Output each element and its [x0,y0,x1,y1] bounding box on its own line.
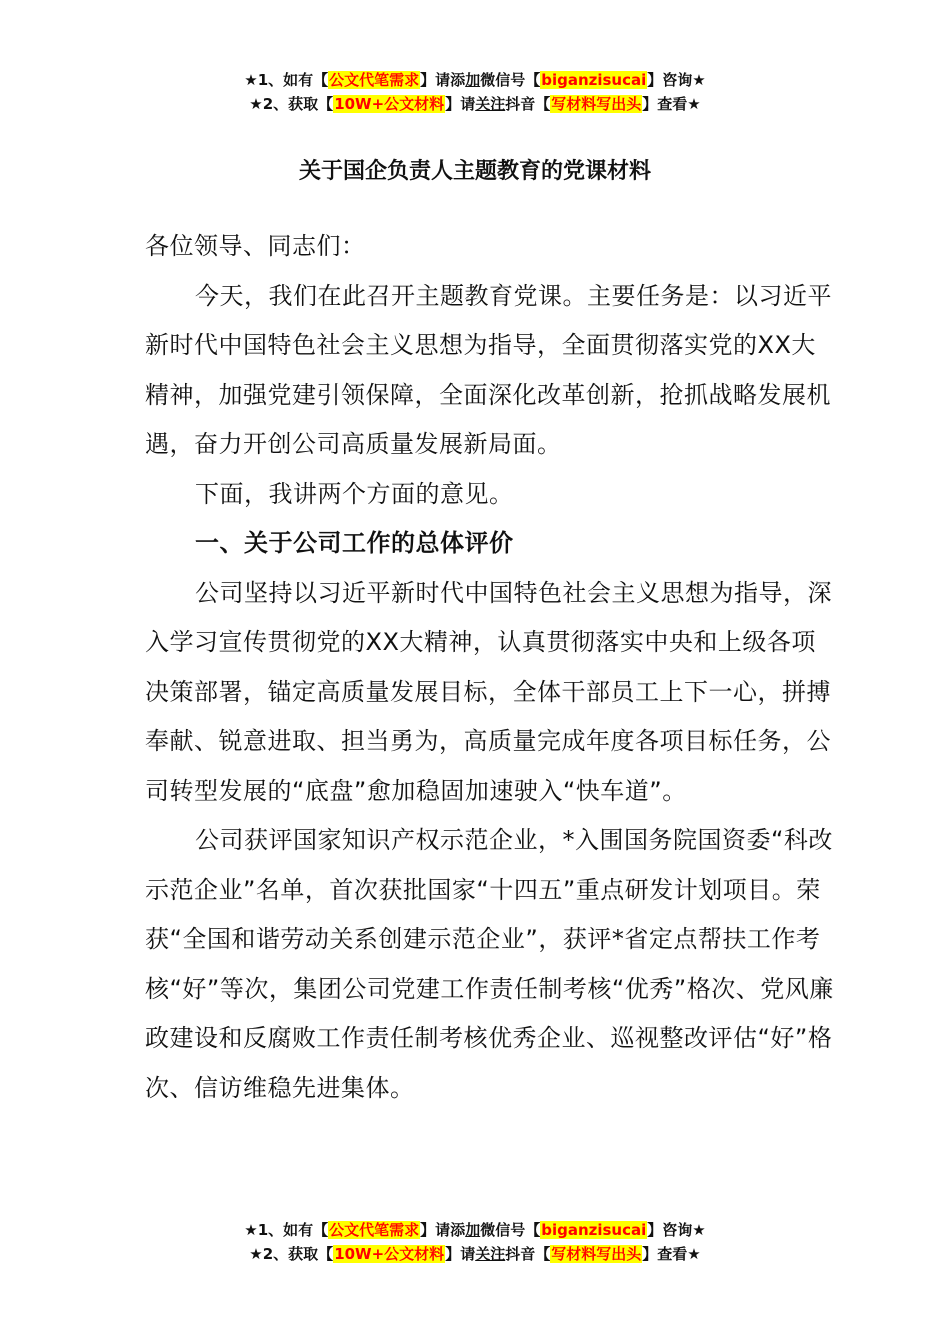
banner-highlight: 公文代笔需求 [329,71,420,89]
section-heading: 一、关于公司工作的总体评价 [195,529,514,557]
banner-line-1 [0,68,950,92]
banner-text: 抖音【 [505,1245,551,1263]
document-title: 关于国企负责人主题教育的党课材料 [298,159,651,184]
banner-line-2 [0,1242,950,1266]
paragraph: 公司获评国家知识产权示范企业，*入围国务院国资委“科改示范企业”名单，首次获批国家“十四五”重点研发计划项目。荣获“全国和谐劳动关系创建示范企业”，获评*省定点帮扶工作考核“好”等次，集团公司党建工作责任制考核“优秀”格次、党风廉政建设和反腐败工作责任制考核优秀企业、巡视整改评估“好”格次、信访维稳先进集体。 [145,826,834,1102]
banner-douyin-id: 写材料写出头 [551,95,642,113]
banner-line-1 [0,1218,950,1242]
banner-line-2 [0,92,950,116]
banner-text: 】请 [445,95,476,113]
banner-text: ★2、获取【 [249,95,334,113]
banner-text: 微信号【 [480,1221,541,1239]
banner-highlight: 10W+公文材料 [334,1245,445,1263]
paragraph: 今天，我们在此召开主题教育党课。主要任务是：以习近平新时代中国特色社会主义思想为指导，全面贯彻落实党的XX大精神，加强党建引领保障，全面深化改革创新，抢抓战略发展机遇，奋力开创公司高质量发展新局面。 [145,281,832,458]
banner-underline: 关注 [475,1245,506,1263]
banner-text: 】咨询★ [647,71,706,89]
banner-text: ★2、获取【 [249,1245,334,1263]
paragraph: 下面，我讲两个方面的意见。 [195,479,514,508]
banner-text: 】请 [445,1245,476,1263]
banner-text: ★1、如有【 [244,1221,329,1239]
document-body [145,222,835,1113]
banner-text: 】请添 [420,1221,466,1239]
footer-banner [0,1218,950,1266]
banner-text: 】查看★ [642,95,701,113]
banner-text: ★1、如有【 [244,71,329,89]
header-banner [0,68,950,116]
banner-text: 微信号【 [480,71,541,89]
salutation: 各位领导、同志们： [145,232,366,260]
banner-underline: 加 [465,71,481,89]
banner-text: 】咨询★ [647,1221,706,1239]
banner-text: 抖音【 [505,95,551,113]
banner-text: 】请添 [420,71,466,89]
banner-highlight: 公文代笔需求 [329,1221,420,1239]
banner-douyin-id: 写材料写出头 [551,1245,642,1263]
banner-highlight: 10W+公文材料 [334,95,445,113]
banner-wechat-id: biganzisucai [541,1221,647,1239]
banner-text: 】查看★ [642,1245,701,1263]
banner-underline: 加 [465,1221,481,1239]
banner-underline: 关注 [475,95,506,113]
banner-wechat-id: biganzisucai [541,71,647,89]
paragraph: 公司坚持以习近平新时代中国特色社会主义思想为指导，深入学习宣传贯彻党的XX大精神，认真贯彻落实中央和上级各项决策部署，锚定高质量发展目标，全体干部员工上下一心，拼搏奉献、锐意进取、担当勇为，高质量完成年度各项目标任务，公司转型发展的“底盘”愈加稳固加速驶入“快车道”。 [145,578,832,805]
